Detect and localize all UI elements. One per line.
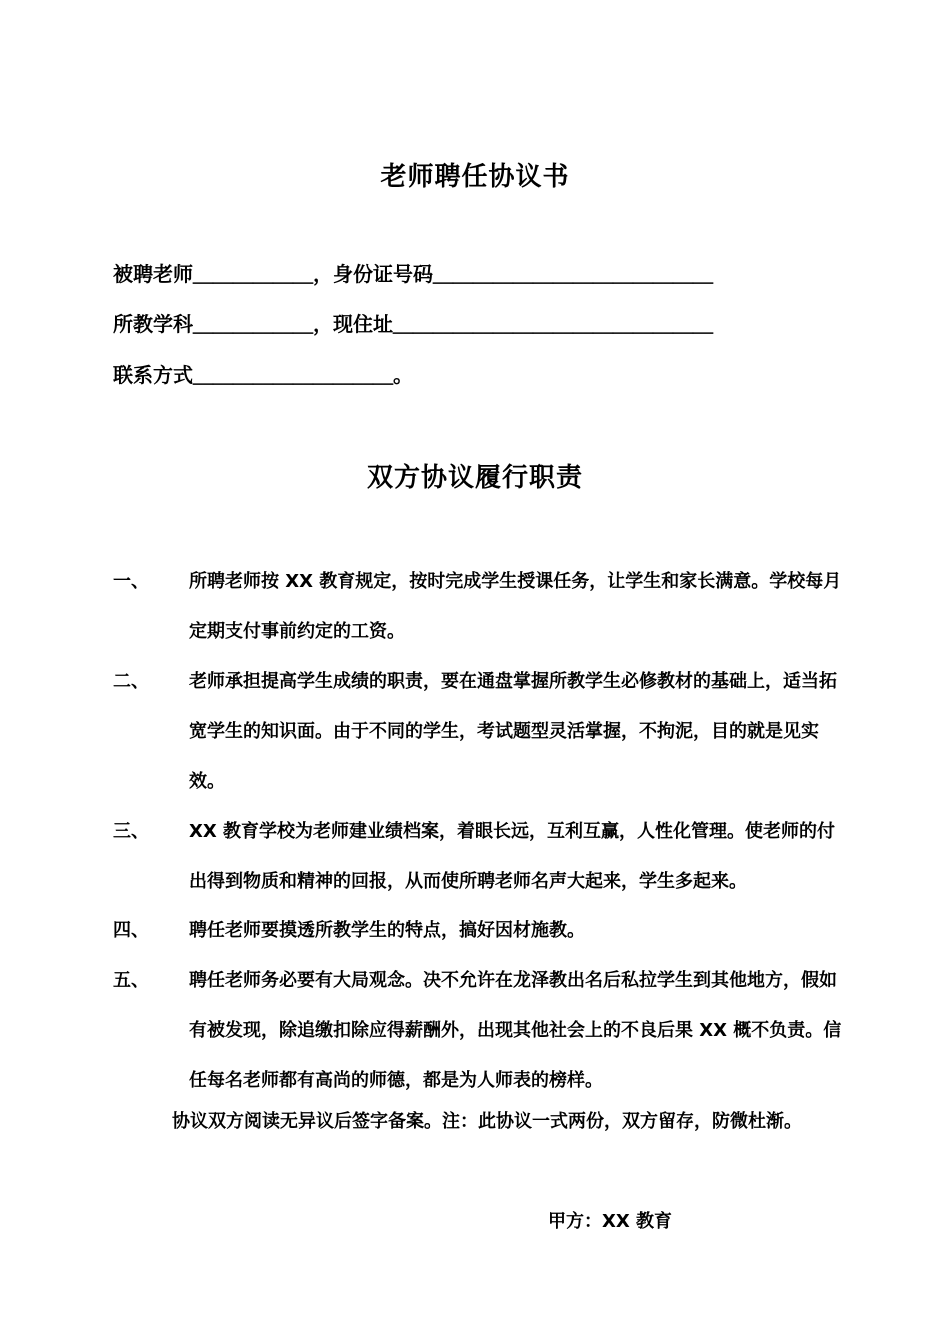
subject-address-field-line: 所教学科＿＿＿＿＿＿，现住址＿＿＿＿＿＿＿＿＿＿＿＿＿＿＿＿ bbox=[113, 312, 713, 336]
clause-text: XX 教育学校为老师建业绩档案，着眼长远，互利互赢，人性化管理。使老师的付出得到物质和精神的回报，从而使所聘老师名声大起来，学生多起来。 bbox=[189, 821, 836, 892]
contact-field-line: 联系方式＿＿＿＿＿＿＿＿＿＿。 bbox=[113, 363, 413, 387]
party-a-signature-line: 甲方：XX 教育 bbox=[548, 1211, 673, 1232]
clause-text: 所聘老师按 XX 教育规定，按时完成学生授课任务，让学生和家长满意。学校每月定期支付事前约定的工资。 bbox=[189, 571, 842, 642]
agreement-note: 协议双方阅读无异议后签字备案。注：此协议一式两份，双方留存，防微杜渐。 bbox=[172, 1111, 802, 1132]
section-title: 双方协议履行职责 bbox=[366, 463, 583, 493]
clause-text: 聘任老师务必要有大局观念。决不允许在龙泽教出名后私拉学生到其他地方，假如有被发现，除追缴扣除应得薪酬外，出现其他社会上的不良后果 XX 概不负责。信任每名老师都有高尚的师德，都是为人师表的榜样。 bbox=[189, 970, 842, 1091]
clause-number: 五、 bbox=[113, 970, 149, 991]
clause-text: 聘任老师要摸透所教学生的特点，搞好因材施教。 bbox=[189, 920, 585, 941]
clause-number: 三、 bbox=[113, 821, 149, 842]
teacher-id-field-line: 被聘老师＿＿＿＿＿＿，身份证号码＿＿＿＿＿＿＿＿＿＿＿＿＿＿ bbox=[113, 262, 713, 286]
clause-number: 一、 bbox=[113, 571, 149, 592]
document-title: 老师聘任协议书 bbox=[380, 162, 570, 192]
clause-number: 二、 bbox=[113, 671, 149, 692]
clause-number: 四、 bbox=[113, 920, 149, 941]
clause-text: 老师承担提高学生成绩的职责，要在通盘掌握所教学生必修教材的基础上，适当拓宽学生的知识面。由于不同的学生，考试题型灵活掌握，不拘泥，目的就是见实效。 bbox=[189, 671, 837, 792]
